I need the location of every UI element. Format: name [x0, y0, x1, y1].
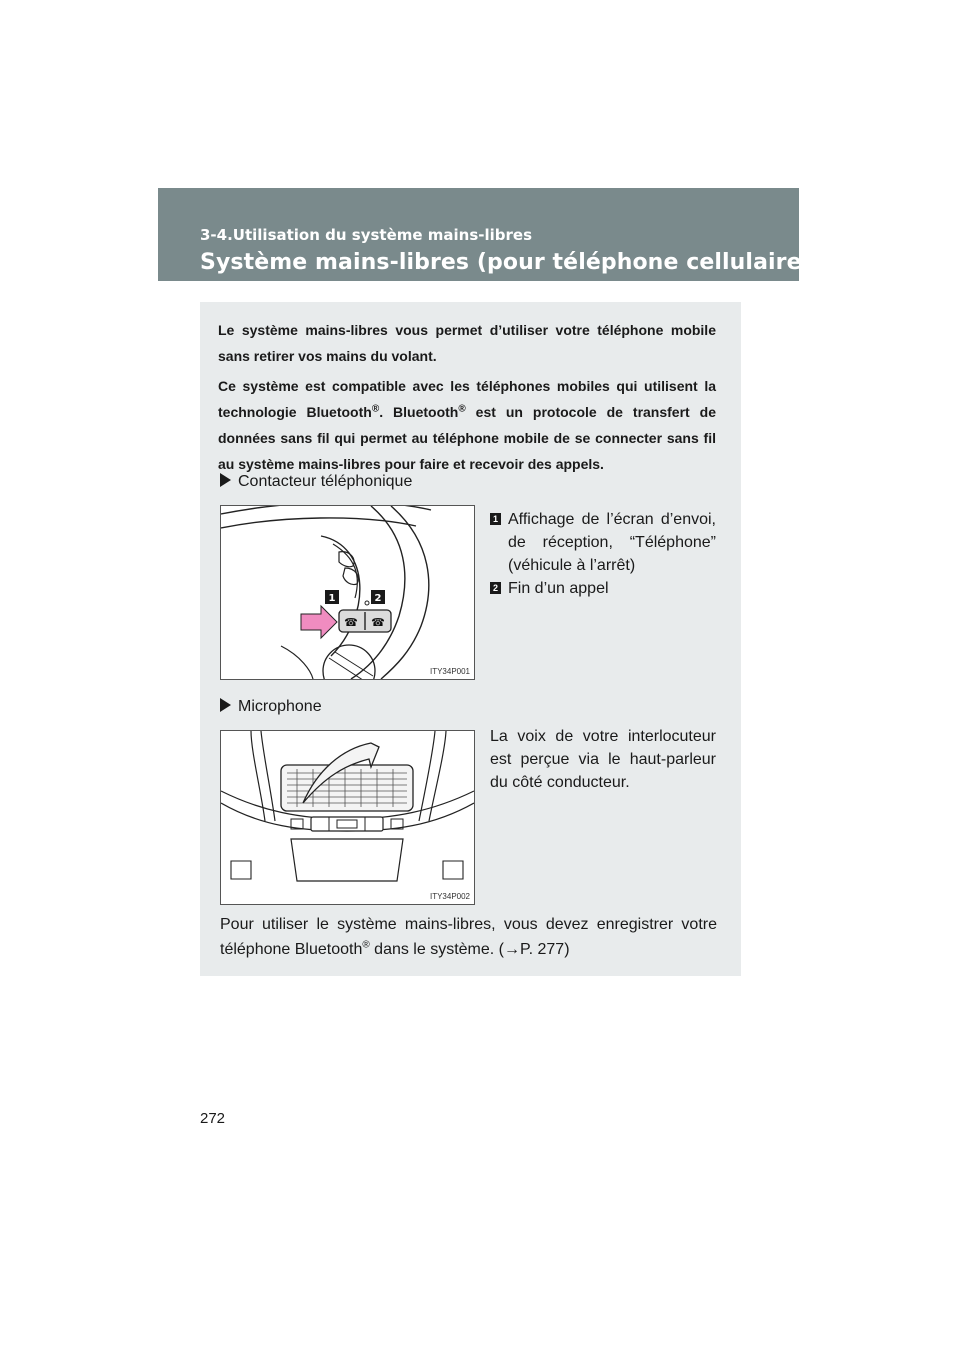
callout-text: Affichage de l’écran d’envoi, de réception, “Téléphone” (véhicule à l’arrêt) — [508, 511, 716, 574]
page-reference-link[interactable]: P. 277) — [520, 941, 570, 958]
microphone-figure — [220, 730, 475, 905]
registered-mark: ® — [458, 403, 466, 415]
figure-callout-2: 2 — [374, 593, 382, 604]
pointer-arrow-icon — [301, 606, 337, 638]
callout-number-badge: 2 — [490, 582, 501, 594]
intro-paragraph-2 — [218, 373, 716, 477]
switch-heading-text: Contacteur téléphonique — [238, 473, 413, 490]
intro-text: est un protocole de transfert de données sans fil qui permet au téléphone mobile de se connecter sans fil au système mains-libres pour faire et recevoir des appels. — [218, 404, 716, 472]
figure-id: ITY34P002 — [429, 892, 470, 901]
svg-text:☎: ☎ — [371, 616, 385, 629]
callout-text: Fin d’un appel — [508, 580, 609, 597]
intro-text: Ce système est compatible avec les téléphones mobiles qui utilisent la technologie Bluetooth — [218, 378, 716, 420]
triangle-bullet-icon — [220, 698, 231, 712]
section-label: 3-4.Utilisation du système mains-libres — [200, 226, 533, 244]
mic-heading — [220, 698, 322, 716]
svg-text:☎: ☎ — [344, 616, 358, 629]
intro-text: . Bluetooth — [379, 404, 459, 420]
page-number: 272 — [200, 1110, 226, 1127]
steering-switch-figure — [220, 505, 475, 680]
closing-text: dans le système. ( — [369, 941, 504, 958]
steering-switch-illustration — [221, 506, 474, 679]
callout-item-2 — [490, 577, 716, 600]
closing-paragraph — [220, 912, 717, 962]
page-title: Système mains-libres (pour téléphone cellulaire) — [200, 250, 812, 275]
registered-mark: ® — [362, 939, 370, 951]
mic-heading-text: Microphone — [238, 698, 322, 715]
microphone-illustration — [221, 731, 474, 904]
figure-callout-1: 1 — [328, 593, 336, 604]
switch-heading — [220, 473, 412, 491]
triangle-bullet-icon — [220, 473, 231, 487]
intro-paragraph-1: Le système mains-libres vous permet d’utiliser votre téléphone mobile sans retirer vos mains du volant. — [218, 322, 716, 364]
registered-mark: ® — [371, 403, 380, 415]
callout-number-badge: 1 — [490, 513, 501, 525]
callout-item-1 — [490, 508, 716, 577]
arrow-symbol: → — [504, 941, 520, 958]
figure-id: ITY34P001 — [429, 667, 470, 676]
mic-description: La voix de votre interlocuteur est perçue via le haut-parleur du côté conducteur. — [490, 728, 716, 791]
closing-text: Pour utiliser le système mains-libres, vous devez enregistrer votre téléphone Bluetooth — [220, 916, 717, 958]
